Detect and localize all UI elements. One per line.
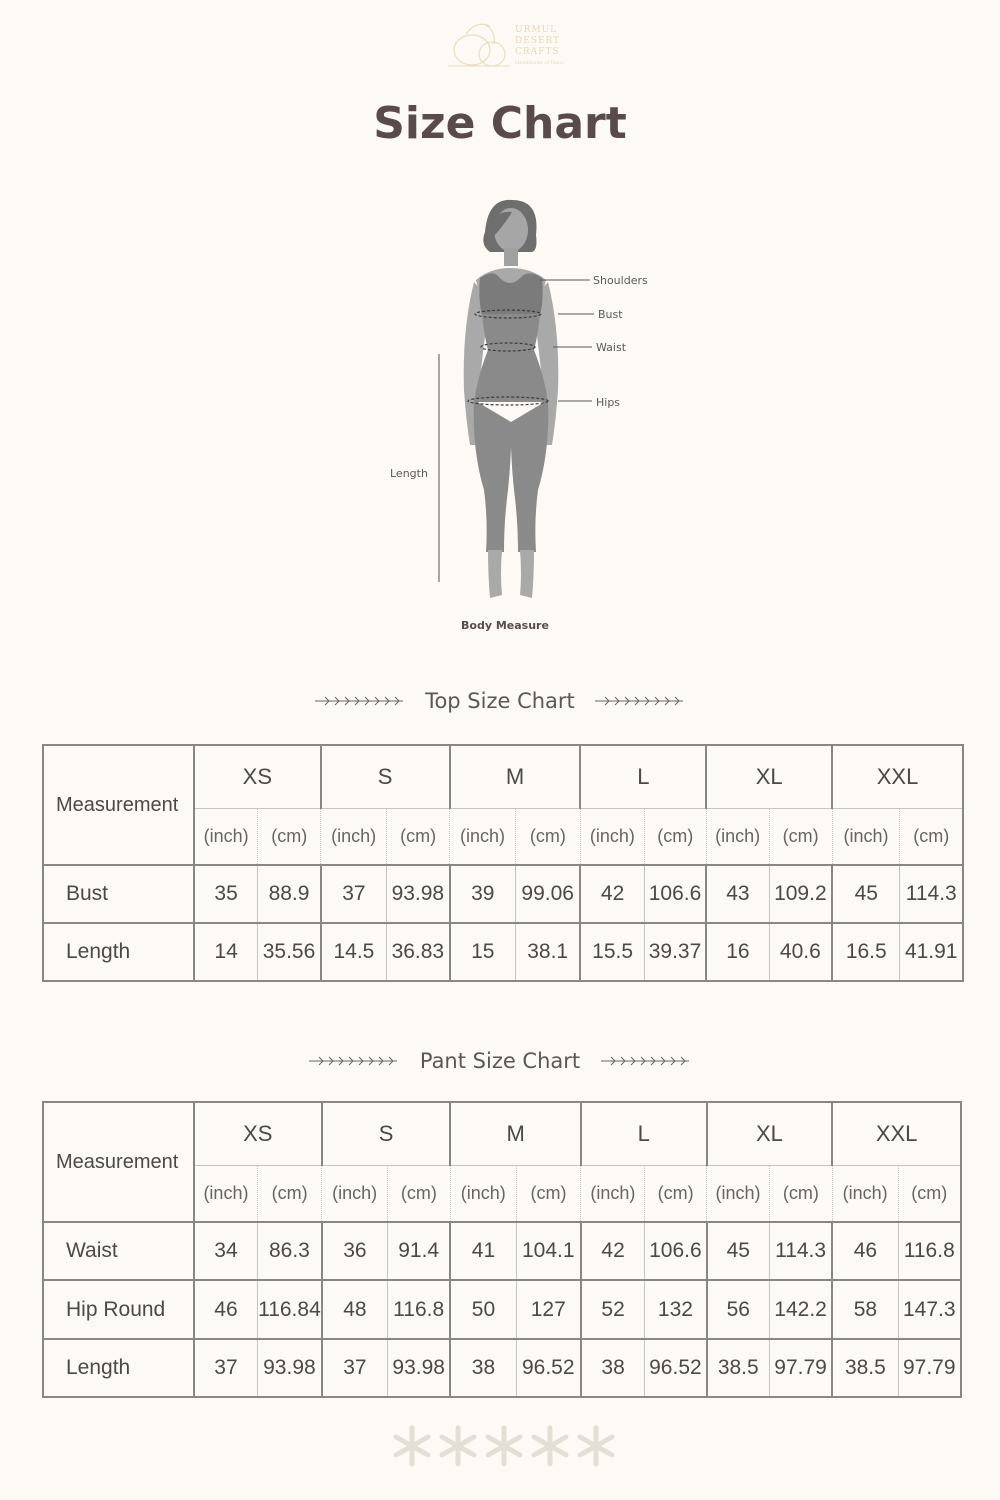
table-cell: 114.3 [769,1222,832,1280]
table-row [43,923,963,981]
table-cell: 147.3 [898,1280,961,1339]
table-cell: 38.1 [515,923,580,981]
table-cell: 38 [450,1339,516,1397]
table-cell: 116.8 [898,1222,961,1280]
size-header-xs: XS [194,745,321,808]
table-cell: 114.3 [900,865,963,923]
table-cell: 99.06 [515,865,580,923]
unit-cm: (cm) [900,808,963,865]
label-waist: Waist [596,341,627,354]
size-header-xs: XS [194,1102,322,1165]
table-cell: 16.5 [832,923,900,981]
table-cell: 16 [706,923,769,981]
table-cell: 35 [194,865,258,923]
table-cell: 42 [581,1222,645,1280]
top-chart-heading [0,688,1000,713]
table-cell: 116.8 [387,1280,450,1339]
table-cell: 93.98 [387,865,450,923]
unit-cm: (cm) [387,1165,450,1222]
size-header-xl: XL [707,1102,833,1165]
unit-cm: (cm) [258,808,321,865]
table-cell: 106.6 [645,1222,707,1280]
table-cell: 48 [322,1280,388,1339]
table-row [43,865,963,923]
table-cell: 58 [832,1280,898,1339]
decorative-stars-icon [390,1424,620,1468]
logo-tagline: Handmade of Hans [515,60,564,66]
table-cell: 39 [450,865,516,923]
label-length: Length [390,467,428,480]
table-cell: 127 [516,1280,581,1339]
unit-inch: (inch) [581,1165,645,1222]
table-cell: 41.91 [900,923,963,981]
table-cell: 39.37 [644,923,706,981]
table-cell: 142.2 [769,1280,832,1339]
unit-inch: (inch) [580,808,644,865]
table-cell: 104.1 [516,1222,581,1280]
size-header-m: M [450,745,581,808]
unit-inch: (inch) [194,1165,258,1222]
table-cell: 41 [450,1222,516,1280]
body-measure-figure [380,190,680,640]
table-cell: 42 [580,865,644,923]
table-cell: 15 [450,923,516,981]
unit-cm: (cm) [387,808,450,865]
arrow-ornament-icon [601,1054,691,1068]
pant-chart-heading [0,1048,1000,1073]
table-cell: 116.84 [258,1280,322,1339]
pant-chart-title: Pant Size Chart [419,1049,581,1073]
size-header-xxl: XXL [832,1102,961,1165]
unit-inch: (inch) [194,808,258,865]
row-label: Bust [43,865,194,923]
table-cell: 109.2 [769,865,832,923]
unit-cm: (cm) [644,808,706,865]
table-cell: 106.6 [644,865,706,923]
table-cell: 96.52 [516,1339,581,1397]
row-label: Length [43,923,194,981]
table-cell: 37 [321,865,387,923]
row-label: Waist [43,1222,194,1280]
measurement-header: Measurement [43,1102,194,1222]
table-cell: 97.79 [769,1339,832,1397]
measurement-header: Measurement [43,745,194,865]
page-title: Size Chart [373,98,627,149]
table-row [43,1339,961,1397]
unit-cm: (cm) [516,1165,581,1222]
size-header-s: S [321,745,450,808]
table-cell: 37 [194,1339,258,1397]
table-cell: 50 [450,1280,516,1339]
table-cell: 45 [832,865,900,923]
pant-size-table [42,1101,962,1398]
top-chart-title: Top Size Chart [425,689,575,713]
unit-inch: (inch) [832,1165,898,1222]
table-row [43,1222,961,1280]
unit-inch: (inch) [450,1165,516,1222]
table-cell: 38.5 [832,1339,898,1397]
unit-cm: (cm) [769,808,832,865]
arrow-ornament-icon [315,694,405,708]
table-cell: 86.3 [258,1222,322,1280]
unit-cm: (cm) [645,1165,707,1222]
table-cell: 46 [194,1280,258,1339]
unit-inch: (inch) [832,808,900,865]
label-bust: Bust [598,308,623,321]
table-cell: 132 [645,1280,707,1339]
unit-inch: (inch) [707,1165,770,1222]
unit-inch: (inch) [321,808,387,865]
size-header-l: L [580,745,706,808]
size-header-m: M [450,1102,581,1165]
table-cell: 14 [194,923,258,981]
table-cell: 38 [581,1339,645,1397]
table-cell: 96.52 [645,1339,707,1397]
unit-inch: (inch) [322,1165,388,1222]
row-label: Hip Round [43,1280,194,1339]
table-cell: 91.4 [387,1222,450,1280]
label-hips: Hips [596,396,621,409]
size-header-l: L [581,1102,707,1165]
table-cell: 88.9 [258,865,321,923]
row-label: Length [43,1339,194,1397]
table-cell: 93.98 [258,1339,322,1397]
unit-cm: (cm) [769,1165,832,1222]
arrow-ornament-icon [309,1054,399,1068]
table-cell: 93.98 [387,1339,450,1397]
unit-inch: (inch) [706,808,769,865]
table-cell: 36.83 [387,923,450,981]
table-cell: 43 [706,865,769,923]
table-cell: 14.5 [321,923,387,981]
unit-cm: (cm) [515,808,580,865]
table-cell: 34 [194,1222,258,1280]
table-cell: 46 [832,1222,898,1280]
table-cell: 37 [322,1339,388,1397]
table-cell: 56 [707,1280,770,1339]
size-header-s: S [322,1102,451,1165]
table-cell: 97.79 [898,1339,961,1397]
top-size-table [42,744,964,982]
table-row [43,1280,961,1339]
table-cell: 52 [581,1280,645,1339]
table-cell: 36 [322,1222,388,1280]
table-cell: 38.5 [707,1339,770,1397]
size-header-xxl: XXL [832,745,963,808]
table-cell: 45 [707,1222,770,1280]
unit-inch: (inch) [450,808,516,865]
size-header-xl: XL [706,745,832,808]
unit-cm: (cm) [898,1165,961,1222]
unit-cm: (cm) [258,1165,322,1222]
table-cell: 15.5 [580,923,644,981]
table-cell: 40.6 [769,923,832,981]
arrow-ornament-icon [595,694,685,708]
body-measure-caption: Body Measure [461,619,549,632]
logo-text: URMUL DESERT CRAFTS [515,25,561,57]
table-cell: 35.56 [258,923,321,981]
label-shoulders: Shoulders [593,274,648,287]
